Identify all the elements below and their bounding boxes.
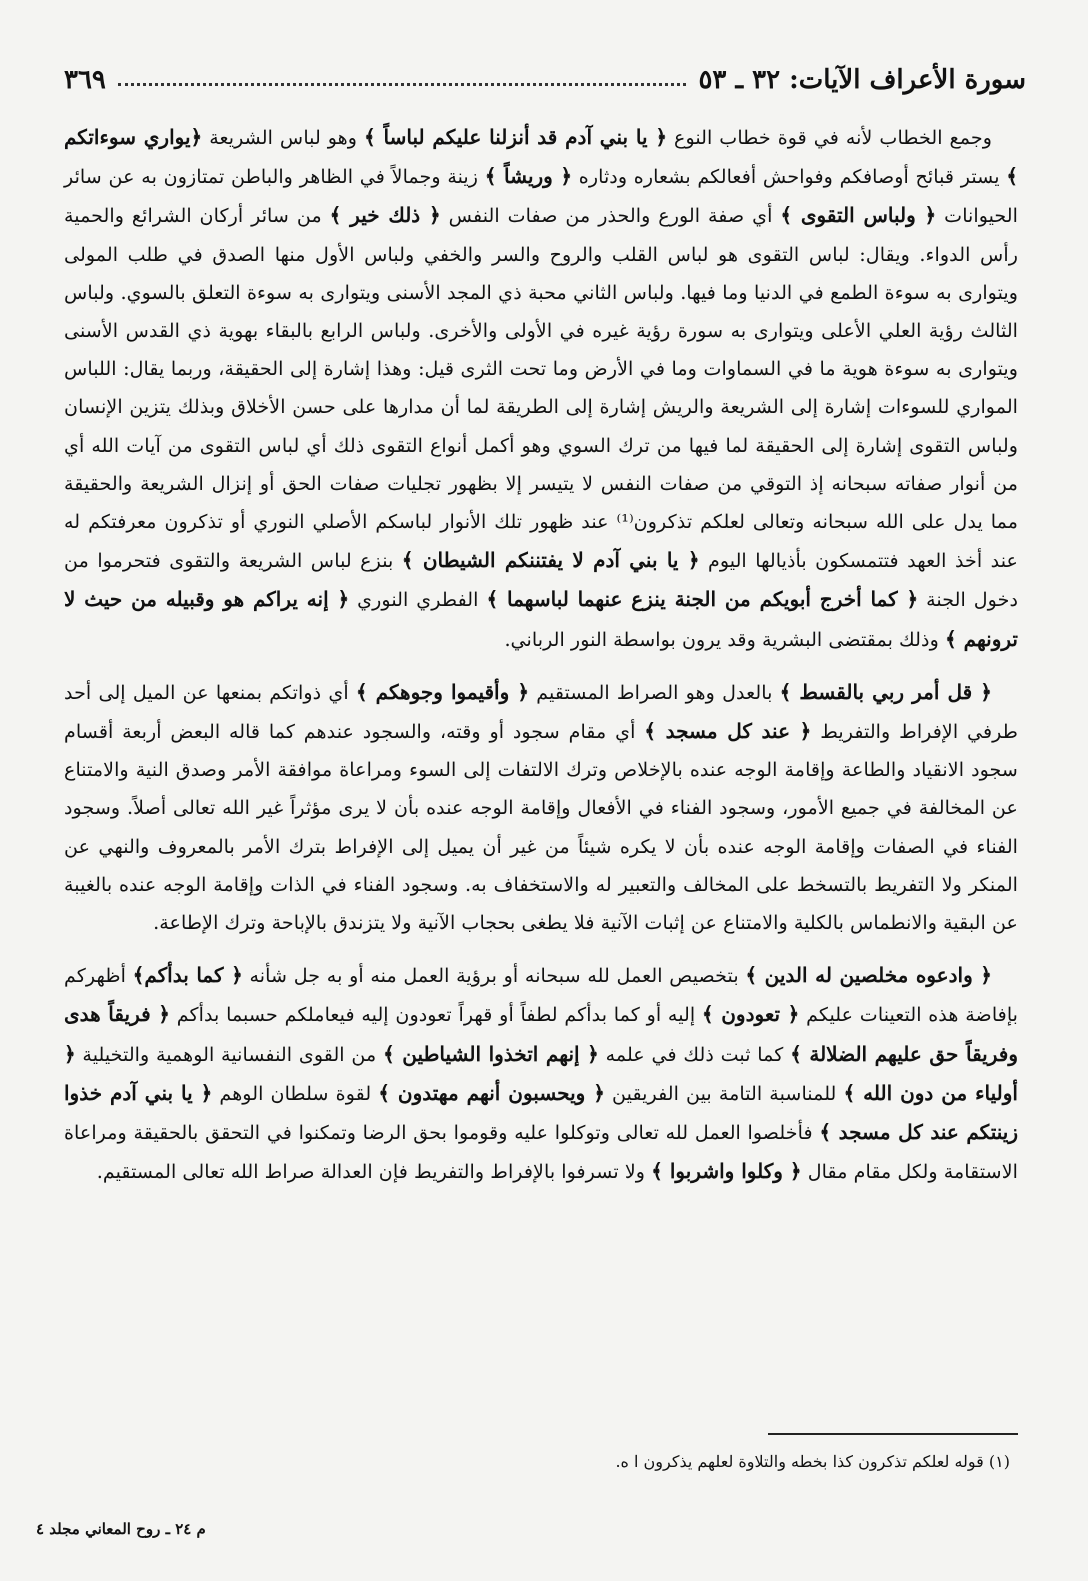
page-number: ٣٦٩ <box>64 65 106 95</box>
quran-quote: ﴿ إنه يراكم هو وقبيله من حيث لا ترونهم ﴾ <box>64 587 1018 651</box>
quran-quote: ﴿ أولياء من دون الله ﴾ <box>64 1041 1018 1105</box>
dotted-leader <box>118 83 687 86</box>
paragraph-2: ﴿ قل أمر ربي بالقسط ﴾ بالعدل وهو الصراط المستقيم ﴿ وأقيموا وجوهكم ﴾ أي ذواتكم بمنعها عن الميل إلى أحد طرفي الإفراط والتفريط ﴿ عند كل مسجد ﴾ أي مقام سجود أو وقته، والسجود عندهم كما قاله البعض أربعة أقسام سجود الانقياد والطاعة وإقامة الوجه عنده بالإخلاص وترك الالتفات إلى السوء ومراعاة موافقة الأمر وصدق النية والامتناع عن المخالفة في جميع الأمور، وسجود الفناء في الأفعال وإقامة الوجه عنده بأن لا يرى مؤثراً غير الله تعالى أصلاً. وسجود الفناء في الصفات وإقامة الوجه عنده بأن لا يكره شيئاً من غير أن يميل إلى الإفراط بترك الأمر بالمعروف والنهي عن المنكر ولا التفريط بالتسخط على المخالف والتعبير له والاستخفاف به. وسجود الفناء في الذات وإقامة الوجه عنده بالغيبة عن البقية والانطماس بالكلية والامتناع عن إثبات الآنية فلا يطغى بحجاب الآنية ولا يتزندق بالإباحة وترك الإطاعة. <box>64 679 1019 935</box>
main-text <box>64 118 1018 1191</box>
paragraph-1: وجمع الخطاب لأنه في قوة خطاب النوع ﴿ يا بني آدم قد أنزلنا عليكم لباساً ﴾ وهو لباس الشريعة ﴿يواري سوءاتكم ﴾ يستر قبائح أوصافكم وفواحش أفعالكم بشعاره ودثاره ﴿ وريشاً ﴾ زينة وجمالاً في الظاهر والباطن تمتازون به عن سائر الحيوانات ﴿ ولباس التقوى ﴾ أي صفة الورع والحذر من صفات النفس ﴿ ذلك خير ﴾ من سائر أركان الشرائع والحمية رأس الدواء. ويقال: لباس التقوى هو لباس القلب والروح والسر والخفي ولباس الأول منها الصدق في طلب المولى ويتوارى به سوءة الطمع في الدنيا وما فيها. ولباس الثاني محبة ذي المجد الأسنى ويتوارى به سوءة التعلق بالسوي. ولباس الثالث رؤية العلي الأعلى ويتوارى به سورة رؤية غيره في الأولى والأخرى. ولباس الرابع بالبقاء بهوية ذي القدس الأسنى ويتوارى به سوءة هوية ما في السماوات وما في الأرض وما تحت الثرى قيل: وهذا إشارة إلى الحقيقة، وربما يقال: اللباس المواري للسوءات إشارة إلى الشريعة والريش إشارة إلى الطريقة لما أن مدارها على حسن الأخلاق وبذلك يتزين الإنسان ولباس التقوى إشارة إلى الحقيقة لما فيها من ترك السوي وهو أكمل أنواع التقوى ذلك أي لباس التقوى من آيات الله أي من أنوار صفاته سبحانه إذ التوقي من صفات النفس لا يتيسر إلا بظهور تجليات صفات الحق أو إنزال الشريعة والحقيقة مما يدل على الله سبحانه وتعالى لعلكم تذكرون⁽¹⁾ عند ظهور تلك الأنوار لباسكم الأصلي النوري أو تذكرون معرفتكم له عند أخذ العهد فتتمسكون بأذيالها اليوم ﴿ يا بني آدم لا يفتننكم الشيطان ﴾ بنزع لباس الشريعة والتقوى فتحرموا من دخول الجنة ﴿ كما أخرج أبويكم من الجنة ينزع عنهما لباسهما ﴾ الفطري النوري ﴿ إنه يراكم هو وقبيله من حيث لا ترونهم ﴾ وذلك بمقتضى البشرية وقد يرون بواسطة النور الرباني. <box>64 125 1019 651</box>
quran-quote: ﴿ يا بني آدم قد أنزلنا عليكم لباساً ﴾ <box>363 125 668 149</box>
quran-quote: ﴿ يا بني آدم لا يفتننكم الشيطان ﴾ <box>401 548 700 573</box>
quran-quote: ﴿ تعودون ﴾ <box>701 1002 800 1027</box>
quran-quote: ﴿ كما أخرج أبويكم من الجنة ينزع عنهما لباسهما ﴾ <box>486 587 919 612</box>
quran-quote: ﴿ وريشاً ﴾ <box>484 164 573 189</box>
quran-quote: ﴿ عند كل مسجد ﴾ <box>644 719 812 744</box>
quran-quote: ﴿ يا بني آدم خذوا زينتكم عند كل مسجد ﴾ <box>64 1080 1018 1145</box>
quran-quote: ﴿ إنهم اتخذوا الشياطين ﴾ <box>382 1041 599 1066</box>
page-header <box>60 58 1026 102</box>
quran-quote: ﴿يواري سوءاتكم ﴾ <box>64 125 1019 189</box>
quran-quote: ﴿ قل أمر ربي بالقسط ﴾ <box>779 679 993 704</box>
page-footer: م ٢٤ ـ روح المعاني مجلد ٤ <box>36 1520 206 1538</box>
quran-quote: ﴿ ذلك خير ﴾ <box>329 203 441 228</box>
footnote: (١) قوله لعلكم تذكرون كذا بخطه والتلاوة لعلهم يذكرون ا ه. <box>615 1452 1010 1471</box>
footnote-rule <box>768 1433 1018 1435</box>
quran-quote: ﴿ فريقاً هدى وفريقاً حق عليهم الضلالة ﴾ <box>64 1002 1019 1066</box>
quran-quote: ﴿ كما بدأكم﴾ <box>132 963 243 988</box>
surah-title: سورة الأعراف الآيات: ٣٢ ـ ٥٣ <box>698 65 1026 95</box>
paragraph-3: ﴿ وادعوه مخلصين له الدين ﴾ بتخصيص العمل لله سبحانه أو برؤية العمل منه أو به جل شأنه ﴿ كما بدأكم﴾ أظهركم بإفاضة هذه التعينات عليكم ﴿ تعودون ﴾ إليه أو كما بدأكم لطفاً أو قهراً تعودون إليه فيعاملكم حسبما بدأكم ﴿ فريقاً هدى وفريقاً حق عليهم الضلالة ﴾ كما ثبت ذلك في علمه ﴿ إنهم اتخذوا الشياطين ﴾ من القوى النفسانية الوهمية والتخيلية ﴿ أولياء من دون الله ﴾ للمناسبة التامة بين الفريقين ﴿ ويحسبون أنهم مهتدون ﴾ لقوة سلطان الوهم ﴿ يا بني آدم خذوا زينتكم عند كل مسجد ﴾ فأخلصوا العمل لله تعالى وتوكلوا عليه وقوموا بحق الرضا وتمكنوا في التحقق بالحقيقة ومراعاة الاستقامة ولكل مقام مقال ﴿ وكلوا واشربوا ﴾ ولا تسرفوا بالإفراط والتفريط فإن العدالة صراط الله تعالى المستقيم. <box>64 963 1019 1184</box>
quran-quote: ﴿ ويحسبون أنهم مهتدون ﴾ <box>378 1080 605 1105</box>
quran-quote: ﴿ وكلوا واشربوا ﴾ <box>651 1159 802 1184</box>
quran-quote: ﴿ وأقيموا وجوهكم ﴾ <box>355 679 530 704</box>
quran-quote: ﴿ ولباس التقوى ﴾ <box>780 203 937 228</box>
quran-quote: ﴿ وادعوه مخلصين له الدين ﴾ <box>745 963 992 988</box>
